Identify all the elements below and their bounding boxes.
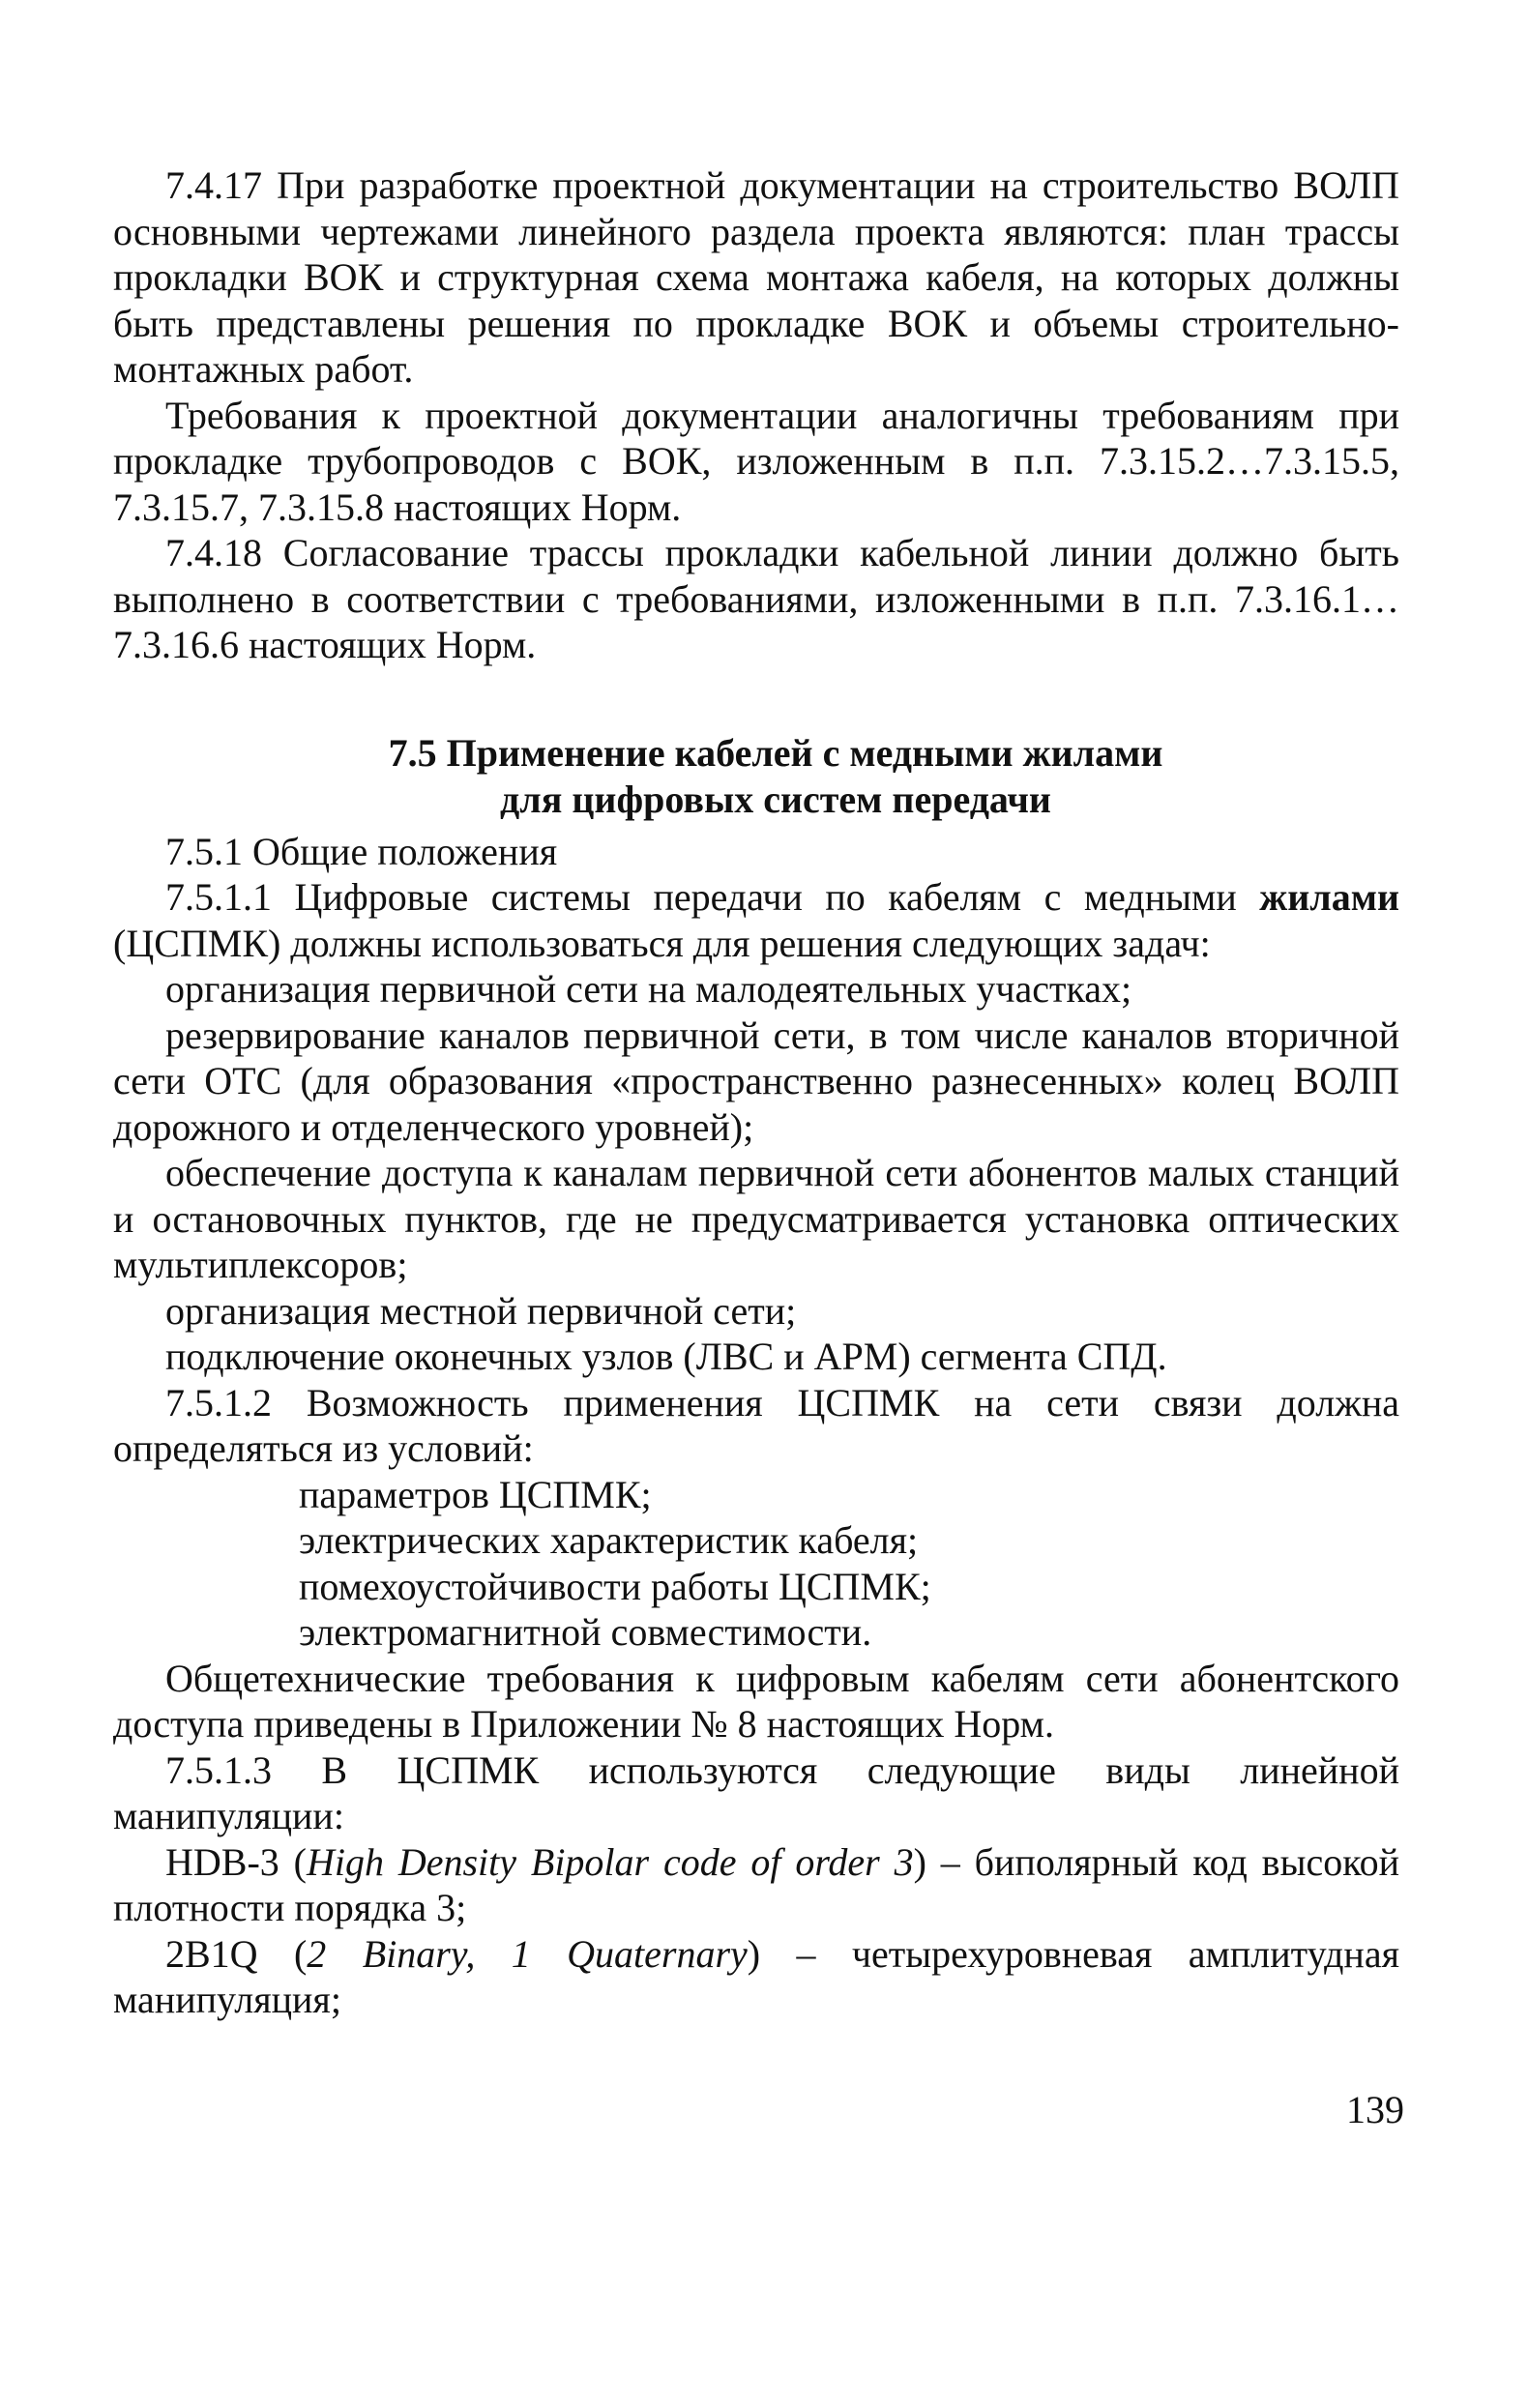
section-heading-line-2: для цифровых систем передачи bbox=[500, 777, 1051, 821]
hdb3-italic: High Density Bipolar code of order 3 bbox=[306, 1839, 914, 1884]
task-item: обеспечение доступа к каналам первичной сети абонентов малых станций и остановочных пунктов, где не предусматривается установка оптических мультиплексоров; bbox=[113, 1151, 1399, 1286]
hdb3-description: ) – биполярный код высокой плотности порядка 3; bbox=[113, 1839, 1400, 1929]
condition-item: помехоустойчивости работы ЦСПМК; bbox=[299, 1564, 931, 1608]
document-page bbox=[113, 162, 1399, 2023]
task-item: подключение оконечных узлов (ЛВС и АРМ) сегмента СПД. bbox=[165, 1335, 1167, 1378]
hdb3-code: HDB-3 ( bbox=[165, 1839, 307, 1884]
paragraph-7-5-1-1-bold: жилами bbox=[1259, 875, 1399, 919]
paragraph-hdb3 bbox=[113, 1839, 1399, 1931]
paragraph-7-5-1-1 bbox=[113, 874, 1399, 966]
condition-item: параметров ЦСПМК; bbox=[299, 1472, 652, 1516]
condition-item: электромагнитной совместимости. bbox=[299, 1610, 872, 1654]
paragraph-7-4-17: 7.4.17 При разработке проектной документации на строительство ВОЛП основными чертежами линейного раздела проекта являются: план трассы прокладки ВОК и структурная схема монтажа кабеля, на которых должны быть представлены решения по прокладке ВОК и объемы строительно-монтажных работ. bbox=[113, 163, 1399, 391]
paragraph-7-4-18: 7.4.18 Согласование трассы прокладки кабельной линии должно быть выполнено в соответствии с требованиями, изложенными в п.п. 7.3.16.1…7.3.16.6 настоящих Норм. bbox=[113, 531, 1399, 666]
b1q-italic: 2 Binary, 1 Quaternary bbox=[307, 1931, 748, 1976]
task-item: резервирование каналов первичной сети, в том числе каналов вторичной сети ОТС (для образования «пространственно разнесенных» колец ВОЛП дорожного и отделенческого уровней); bbox=[113, 1013, 1399, 1149]
b1q-description: ) – четырехуровневая амплитудная манипуляция; bbox=[113, 1931, 1399, 2021]
paragraph-requirements: Требования к проектной документации аналогичны требованиям при прокладке трубопроводов с ВОК, изложенным в п.п. 7.3.15.2…7.3.15.5, 7.3.15.7, 7.3.15.8 настоящих Норм. bbox=[113, 393, 1399, 529]
paragraph-7-5-1-1-rest: (ЦСПМК) должны использоваться для решения следующих задач: bbox=[113, 921, 1211, 965]
task-item: организация местной первичной сети; bbox=[165, 1288, 797, 1333]
paragraph-7-5-1-2: 7.5.1.2 Возможность применения ЦСПМК на сети связи должна определяться из условий: bbox=[113, 1380, 1399, 1470]
paragraph-7-5-1: 7.5.1 Общие положения bbox=[165, 829, 558, 873]
paragraph-general-requirements: Общетехнические требования к цифровым кабелям сети абонентского доступа приведены в Приложении № 8 настоящих Норм. bbox=[113, 1656, 1399, 1746]
section-heading-line-1: 7.5 Применение кабелей с медными жилами bbox=[388, 730, 1163, 775]
section-heading-7-5 bbox=[113, 730, 1399, 823]
condition-item: электрических характеристик кабеля; bbox=[299, 1518, 919, 1562]
paragraph-7-5-1-1-text: 7.5.1.1 Цифровые системы передачи по кабелям с медными bbox=[165, 875, 1260, 919]
paragraph-2b1q bbox=[113, 1931, 1399, 2023]
task-item: организация первичной сети на малодеятельных участках; bbox=[165, 967, 1132, 1011]
page-number: 139 bbox=[1346, 2088, 1404, 2131]
paragraph-7-5-1-3: 7.5.1.3 В ЦСПМК используются следующие виды линейной манипуляции: bbox=[113, 1747, 1399, 1837]
b1q-code: 2B1Q ( bbox=[165, 1931, 308, 1976]
